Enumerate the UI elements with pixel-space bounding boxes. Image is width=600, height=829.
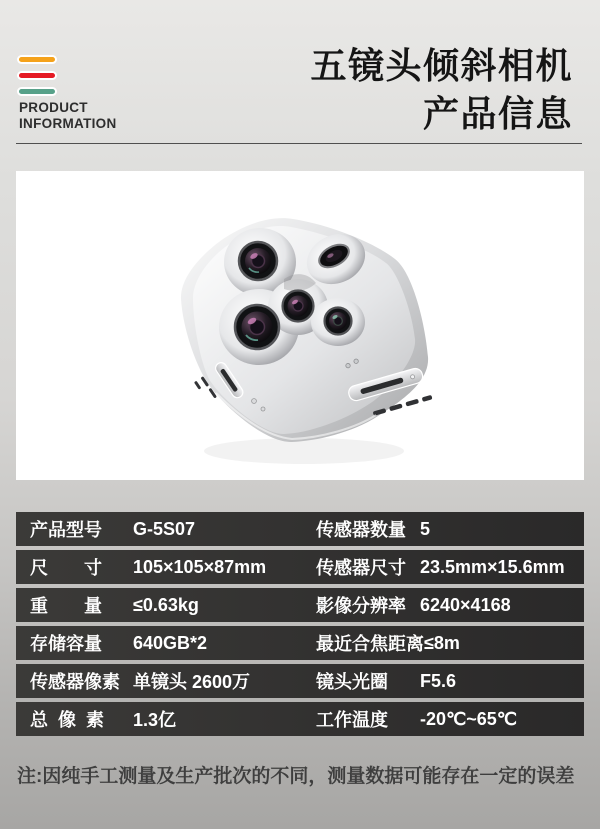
- brand-logo: [17, 55, 57, 96]
- spec-label: 总 像 素: [30, 710, 105, 730]
- spec-row-storage: [16, 626, 584, 660]
- spec-label: 镜头光圈: [316, 672, 388, 692]
- logo-bar-orange-icon: [17, 55, 57, 64]
- spec-value: 单镜头 2600万: [133, 672, 251, 692]
- spec-table: [16, 512, 584, 740]
- spec-value: -20℃~65℃: [420, 708, 517, 729]
- logo-bar-teal-icon: [17, 87, 57, 96]
- camera-product-image: [16, 171, 584, 480]
- brand-line2: INFORMATION: [19, 115, 117, 131]
- spec-value: ≤0.63kg: [133, 594, 199, 615]
- spec-row-weight: [16, 588, 584, 622]
- brand-text: [19, 100, 117, 131]
- spec-value: 6240×4168: [420, 594, 511, 615]
- spec-value: F5.6: [420, 670, 457, 691]
- lens-nadir: [235, 305, 279, 349]
- spec-label: 影像分辨率: [316, 596, 406, 616]
- spec-label: 产品型号: [30, 520, 102, 540]
- title-line1: 五镜头倾斜相机: [310, 45, 573, 86]
- spec-label: 存储容量: [30, 634, 102, 654]
- title-line2: 产品信息: [422, 93, 573, 134]
- spec-row-total-pixels: [16, 702, 584, 736]
- spec-value: ≤8m: [424, 632, 460, 653]
- page-title: [310, 42, 573, 138]
- spec-label: 传感器像素: [30, 672, 120, 692]
- spec-value: 5: [420, 518, 431, 539]
- spec-label: 重 量: [30, 596, 102, 616]
- spec-value: 23.5mm×15.6mm: [420, 556, 565, 577]
- spec-label: 最近合焦距离: [316, 634, 424, 654]
- header-divider: [16, 143, 582, 144]
- measurement-disclaimer: 注:因纯手工测量及生产批次的不同，测量数据可能存在一定的误差: [17, 766, 575, 787]
- spec-row-model: [16, 512, 584, 546]
- spec-row-size: [16, 550, 584, 584]
- lens-center: [283, 291, 314, 322]
- lens-right: [325, 308, 352, 335]
- spec-label: 工作温度: [316, 710, 388, 730]
- spec-label: 尺 寸: [30, 558, 102, 578]
- brand-line1: PRODUCT: [19, 100, 88, 115]
- product-image-panel: [16, 171, 584, 480]
- spec-label: 传感器尺寸: [316, 558, 406, 578]
- spec-value: 1.3亿: [133, 710, 177, 730]
- spec-value: 640GB*2: [133, 632, 208, 653]
- spec-value: G-5S07: [133, 518, 196, 539]
- lens-top-left: [239, 242, 277, 280]
- logo-bar-red-icon: [17, 71, 57, 80]
- spec-row-sensor-pixels: [16, 664, 584, 698]
- spec-label: 传感器数量: [316, 520, 406, 540]
- spec-value: 105×105×87mm: [133, 556, 267, 577]
